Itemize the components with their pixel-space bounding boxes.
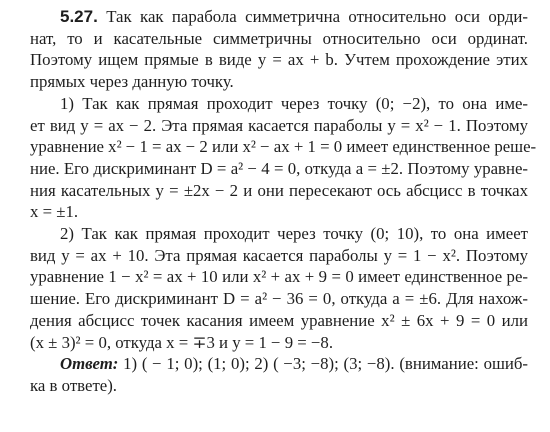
text-line: ет вид y = ax − 2. Эта прямая касается параболы y = x² − 1. Поэтому (30, 115, 528, 135)
text-line: 1) Так как прямая проходит через точку (0; −2), то она име- (60, 93, 528, 113)
part1-paragraph (30, 93, 537, 223)
text-line: ние. Его дискриминант D = a² − 4 = 0, откуда a = ±2. Поэтому уравне- (30, 158, 528, 178)
text-line: шение. Его дискриминант D = a² − 36 = 0, откуда a = ±6. Для нахож- (30, 289, 528, 309)
text-line: уравнение 1 − x² = ax + 10 или x² + ax + 9 = 0 имеет единственное ре- (30, 267, 528, 287)
text-line: прямых через данную точку. (30, 72, 234, 92)
text-line: x = ±1. (30, 202, 79, 222)
part2-paragraph (30, 223, 528, 353)
text-line: ния касательных y = ±2x − 2 и они пересекают ось абсцисс в точках (30, 180, 528, 200)
answer-label: Ответ: (60, 354, 119, 374)
text-line: (x ± 3)² = 0, откуда x = ∓3 и y = 1 − 9 = −8. (30, 332, 334, 352)
text-line: 5.27. Так как парабола симметрична относительно оси орди- (60, 7, 529, 26)
text-line: нат, то и касательные симметричны относительно оси ординат. (30, 28, 528, 48)
answer-paragraph (30, 353, 528, 396)
text-line: Ответ: 1) ( − 1; 0); (1; 0); 2) ( −3; −8); (3; −8). (внимание: ошиб- (60, 354, 528, 374)
text-line: Поэтому ищем прямые в виде y = ax + b. Учтем прохождение этих (30, 50, 528, 70)
intro-paragraph (30, 6, 528, 93)
text-line: уравнение x² − 1 = ax − 2 или x² − ax + 1 = 0 имеет единственное реше- (30, 137, 537, 157)
problem-number: 5.27. (60, 7, 98, 26)
text-line: дения абсцисс точек касания имеем уравнение x² ± 6x + 9 = 0 или (30, 310, 528, 330)
text-line: 2) Так как прямая проходит через точку (0; 10), то она имеет (60, 224, 528, 244)
text-line: вид y = ax + 10. Эта прямая касается параболы y = 1 − x². Поэтому (30, 245, 528, 265)
text-line: ка в ответе). (30, 375, 118, 395)
